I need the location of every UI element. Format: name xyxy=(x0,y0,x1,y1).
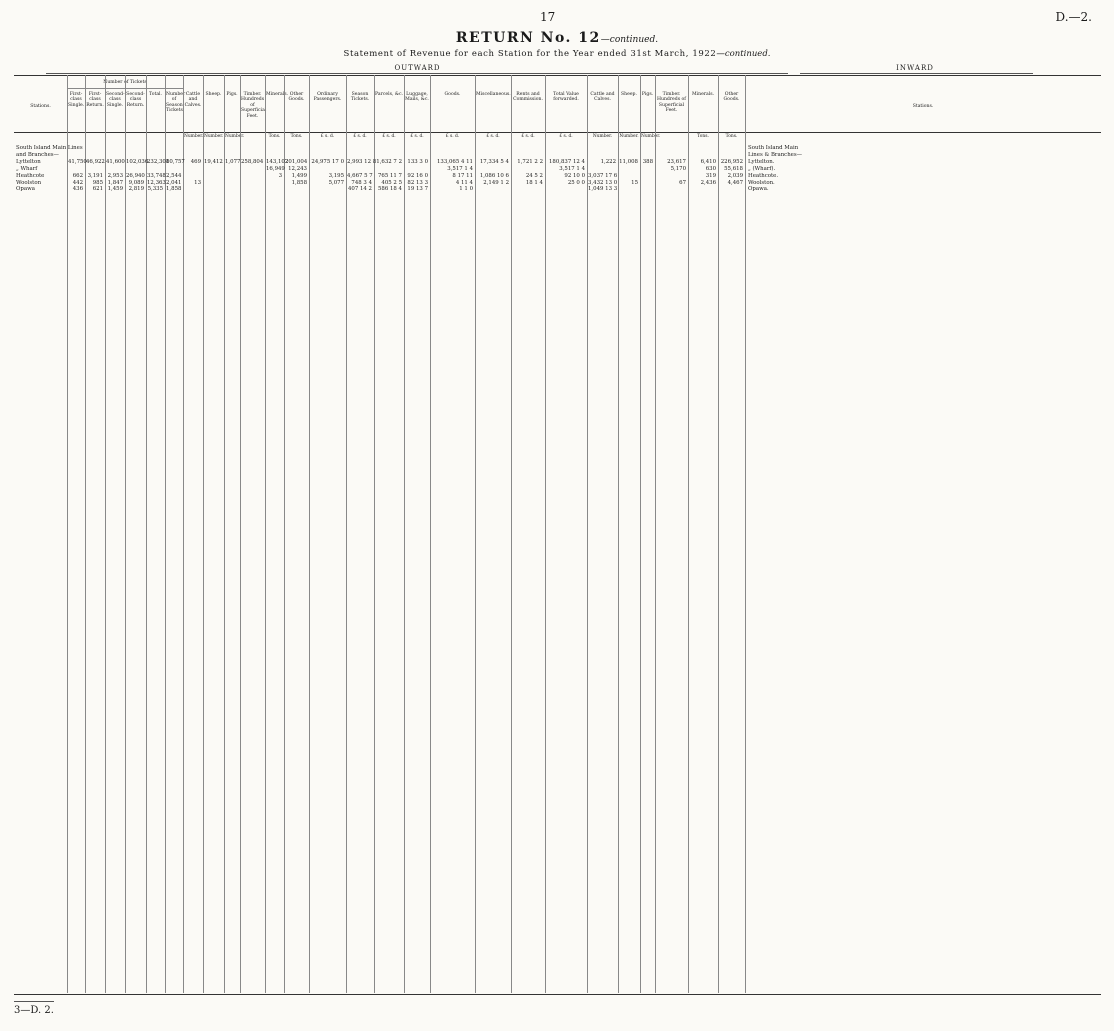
table-cell: 82 13 3 xyxy=(407,179,428,186)
column-rule-23 xyxy=(640,75,641,993)
table-cell: 2,819 xyxy=(128,186,144,193)
column-rule-27 xyxy=(745,75,746,993)
column-header-16: Luggage, Mails, &c. xyxy=(405,92,429,103)
column-header-11: Minerals. xyxy=(266,92,289,97)
table-cell: 19 13 7 xyxy=(407,186,428,193)
table-cell: 4 11 4 xyxy=(455,179,473,186)
return-title-cont: —continued. xyxy=(600,35,659,45)
column-header-12: Other Goods. xyxy=(288,92,305,103)
column-rule-21 xyxy=(587,75,588,993)
column-unit-8: Number. xyxy=(204,134,224,139)
tickets-group-label: Number of Tickets xyxy=(103,80,147,85)
table-cell: 201,004 xyxy=(285,158,308,165)
table-cell: 1,632 7 2 xyxy=(376,158,402,165)
table-cell: 1,077 xyxy=(225,158,241,165)
column-rule-15 xyxy=(374,75,375,993)
table-cell: 2,544 xyxy=(166,172,182,179)
table-cell: 180,837 12 4 xyxy=(548,158,585,165)
table-cell: 92 16 0 xyxy=(407,172,428,179)
column-header-26: Other Goods. xyxy=(723,92,740,103)
column-unit-15: £ s. d. xyxy=(382,134,396,139)
table-cell: 2,041 xyxy=(166,179,182,186)
table-cell: 3,195 xyxy=(328,172,344,179)
table-cell: 133,065 4 11 xyxy=(436,158,473,165)
column-rule-20 xyxy=(545,75,546,993)
column-rule-8 xyxy=(203,75,204,993)
station-name-right: Heathcote. xyxy=(748,172,779,179)
station-name-right: Lines & Branches— xyxy=(748,151,803,158)
column-header-21: Cattle and Calves. xyxy=(590,92,615,103)
table-cell: 3,517 1 4 xyxy=(559,165,585,172)
column-header-5: Total. xyxy=(149,92,162,97)
column-rule-18 xyxy=(475,75,476,993)
table-cell: 765 11 7 xyxy=(377,172,402,179)
column-unit-19: £ s. d. xyxy=(521,134,535,139)
table-cell: 102,036 xyxy=(126,158,149,165)
page-header xyxy=(0,10,1114,30)
table-cell: 662 xyxy=(72,172,83,179)
table-cell: 92 10 0 xyxy=(564,172,585,179)
column-unit-9: Number. xyxy=(225,134,245,139)
table-cell: 3,037 17 6 xyxy=(588,172,618,179)
footer-rule xyxy=(14,1001,54,1002)
table-cell: 41,750 xyxy=(68,158,87,165)
table-cell: 24 5 2 xyxy=(525,172,543,179)
table-cell: 258,804 xyxy=(241,158,264,165)
table-cell: 1,721 2 2 xyxy=(517,158,543,165)
table-cell: 24,975 17 0 xyxy=(311,158,344,165)
table-cell: 6,410 xyxy=(700,158,716,165)
table-cell: 1,222 xyxy=(600,158,616,165)
table-cell: 12,243 xyxy=(288,165,307,172)
column-unit-11: Tons. xyxy=(268,134,281,139)
column-header-2: First-class Return. xyxy=(86,92,104,108)
table-cell: 11,008 xyxy=(619,158,638,165)
table-cell: 2,953 xyxy=(107,172,123,179)
column-unit-14: £ s. d. xyxy=(353,134,367,139)
station-name: Opawa xyxy=(16,186,35,193)
station-name-right: Lyttelton. xyxy=(748,158,775,165)
column-header-27: Stations. xyxy=(912,104,934,109)
table-cell: 3,517 1 4 xyxy=(447,165,473,172)
station-name: and Branches— xyxy=(16,151,59,158)
table-cell: 10,757 xyxy=(166,158,185,165)
column-unit-23: Number. xyxy=(641,134,661,139)
column-header-0: Stations. xyxy=(30,104,51,109)
table-cell: 226,952 xyxy=(720,158,743,165)
station-name-right: South Island Main xyxy=(748,145,799,151)
column-header-14: Season Tickets. xyxy=(350,92,370,103)
group-outward: OUTWARD xyxy=(394,64,441,72)
column-unit-25: Tons. xyxy=(697,134,709,139)
column-header-3: Second-class Single. xyxy=(106,92,125,108)
column-rule-6 xyxy=(165,75,166,993)
table-cell: 12,363 xyxy=(147,179,166,186)
column-rule-11 xyxy=(265,75,266,993)
table-cell: 3,432 13 0 xyxy=(588,179,618,186)
table-cell: 586 18 4 xyxy=(377,186,402,193)
column-unit-18: £ s. d. xyxy=(486,134,500,139)
column-rule-14 xyxy=(346,75,347,993)
column-unit-12: Tons. xyxy=(290,134,303,139)
column-rule-3 xyxy=(105,75,106,993)
column-rule-22 xyxy=(618,75,619,993)
table-frame xyxy=(14,75,1101,995)
column-rule-12 xyxy=(284,75,285,993)
table-cell: 15 xyxy=(631,179,638,186)
table-cell: 319 xyxy=(705,172,716,179)
column-header-8: Sheep. xyxy=(205,92,222,97)
table-cell: 1,858 xyxy=(166,186,182,193)
table-cell: 407 14 2 xyxy=(347,186,372,193)
column-rule-25 xyxy=(688,75,689,993)
table-cell: 232,308 xyxy=(147,158,170,165)
statement-subtitle-main: Statement of Revenue for each Station for the Year ended 31st March, 1922 xyxy=(343,49,717,59)
document-reference: D.—2. xyxy=(1055,10,1092,24)
inward-rule xyxy=(800,73,1033,74)
table-cell: 630 xyxy=(705,165,716,172)
table-cell: 1,459 xyxy=(107,186,123,193)
column-rule-9 xyxy=(224,75,225,993)
column-rule-10 xyxy=(240,75,241,993)
return-title xyxy=(0,30,1114,46)
table-cell: 19,412 xyxy=(204,158,223,165)
column-header-24: Timber. Hundreds of Superficial Feet. xyxy=(656,92,686,114)
table-cell: 16,949 xyxy=(266,165,285,172)
table-cell: 13 xyxy=(194,179,201,186)
table-cell: 5,335 xyxy=(147,186,163,193)
table-cell: 5,170 xyxy=(670,165,686,172)
table-cell: 388 xyxy=(642,158,653,165)
column-unit-21: Number. xyxy=(592,134,613,139)
table-cell: 17,334 5 4 xyxy=(479,158,509,165)
column-unit-13: £ s. d. xyxy=(320,134,335,139)
table-cell: 2,149 1 2 xyxy=(483,179,509,186)
table-cell: 3,191 xyxy=(87,172,103,179)
column-header-22: Sheep. xyxy=(621,92,637,97)
station-name: South Island Main Lines xyxy=(16,145,83,151)
column-header-17: Goods. xyxy=(444,92,461,97)
statement-subtitle xyxy=(0,49,1114,59)
table-cell: 1,049 13 3 xyxy=(588,186,618,193)
table-cell: 1 1 0 xyxy=(459,186,473,193)
table-cell: 5,077 xyxy=(328,179,344,186)
table-cell: 1,086 10 6 xyxy=(479,172,509,179)
table-cell: 33,748 xyxy=(147,172,166,179)
column-header-19: Rents and Commission. xyxy=(513,92,543,103)
column-rule-17 xyxy=(430,75,431,993)
table-cell: 55,618 xyxy=(724,165,743,172)
station-name-right: „ (Wharf). xyxy=(748,165,776,172)
column-unit-26: Tons. xyxy=(725,134,738,139)
table-cell: 133 3 0 xyxy=(407,158,428,165)
table-cell: 2,436 xyxy=(700,179,716,186)
station-name: „ Wharf xyxy=(16,165,38,172)
outward-rule xyxy=(46,73,788,74)
table-cell: 2,993 12 8 xyxy=(347,158,377,165)
page-number: 17 xyxy=(540,10,556,24)
table-cell: 1,858 xyxy=(291,179,307,186)
group-inward: INWARD xyxy=(896,64,934,72)
table-cell: 469 xyxy=(190,158,201,165)
column-unit-20: £ s. d. xyxy=(559,134,573,139)
column-header-25: Minerals. xyxy=(691,92,715,97)
column-unit-16: £ s. d. xyxy=(410,134,424,139)
header-bottom-rule xyxy=(14,132,1101,133)
table-cell: 4,667 5 7 xyxy=(347,172,373,179)
table-cell: 1,499 xyxy=(291,172,307,179)
station-name: Woolston xyxy=(16,179,42,186)
table-cell: 985 xyxy=(92,179,103,186)
table-cell: 46,922 xyxy=(86,158,105,165)
column-header-15: Parcels, &c. xyxy=(375,92,403,97)
table-cell: 3 xyxy=(278,172,282,179)
table-cell: 8 17 11 xyxy=(452,172,473,179)
column-rule-7 xyxy=(183,75,184,993)
table-cell: 436 xyxy=(72,186,83,193)
column-header-7: Cattle and Calves. xyxy=(184,92,202,108)
table-cell: 26,940 xyxy=(126,172,145,179)
column-header-23: Pigs. xyxy=(641,92,654,97)
column-header-9: Pigs. xyxy=(226,92,238,97)
column-header-20: Total Value forwarded. xyxy=(553,92,579,103)
column-unit-22: Number. xyxy=(619,134,639,139)
column-rule-24 xyxy=(655,75,656,993)
column-header-10: Timber. Hundreds of Superficial Feet. xyxy=(241,92,267,119)
table-cell: 405 2 5 xyxy=(381,179,402,186)
column-rule-16 xyxy=(404,75,405,993)
table-cell: 1,847 xyxy=(107,179,123,186)
table-cell: 748 3 4 xyxy=(351,179,372,186)
station-name: Heathcote xyxy=(16,172,45,179)
table-cell: 41,600 xyxy=(106,158,125,165)
column-unit-7: Number. xyxy=(184,134,204,139)
column-rule-1 xyxy=(67,75,68,993)
column-rule-13 xyxy=(309,75,310,993)
table-cell: 67 xyxy=(679,179,686,186)
return-title-main: RETURN No. 12 xyxy=(455,30,601,46)
statement-subtitle-cont: —continued. xyxy=(716,49,771,59)
column-rule-2 xyxy=(85,75,86,993)
station-name: Lyttelton xyxy=(16,158,41,165)
station-name-right: Woolston. xyxy=(748,179,775,186)
column-rule-19 xyxy=(511,75,512,993)
table-cell: 621 xyxy=(92,186,103,193)
table-cell: 2,039 xyxy=(727,172,743,179)
column-rule-26 xyxy=(718,75,719,993)
footer-reference: 3—D. 2. xyxy=(14,1005,54,1016)
table-cell: 143,102 xyxy=(266,158,289,165)
column-rule-5 xyxy=(146,75,147,993)
column-unit-17: £ s. d. xyxy=(445,134,460,139)
column-rule-4 xyxy=(125,75,126,993)
table-cell: 23,617 xyxy=(667,158,686,165)
station-name-right: Opawa. xyxy=(748,186,769,193)
column-header-6: Number of Season Tickets. xyxy=(166,92,186,114)
column-header-4: Second-class Return. xyxy=(126,92,145,108)
column-header-1: First-class Single. xyxy=(68,92,85,108)
table-cell: 25 0 0 xyxy=(567,179,585,186)
column-header-13: Ordinary Passengers. xyxy=(313,92,342,103)
table-cell: 442 xyxy=(72,179,83,186)
table-cell: 9,089 xyxy=(128,179,144,186)
table-cell: 4,467 xyxy=(727,179,743,186)
table-cell: 18 1 4 xyxy=(525,179,543,186)
column-header-18: Miscellaneous. xyxy=(476,92,511,97)
